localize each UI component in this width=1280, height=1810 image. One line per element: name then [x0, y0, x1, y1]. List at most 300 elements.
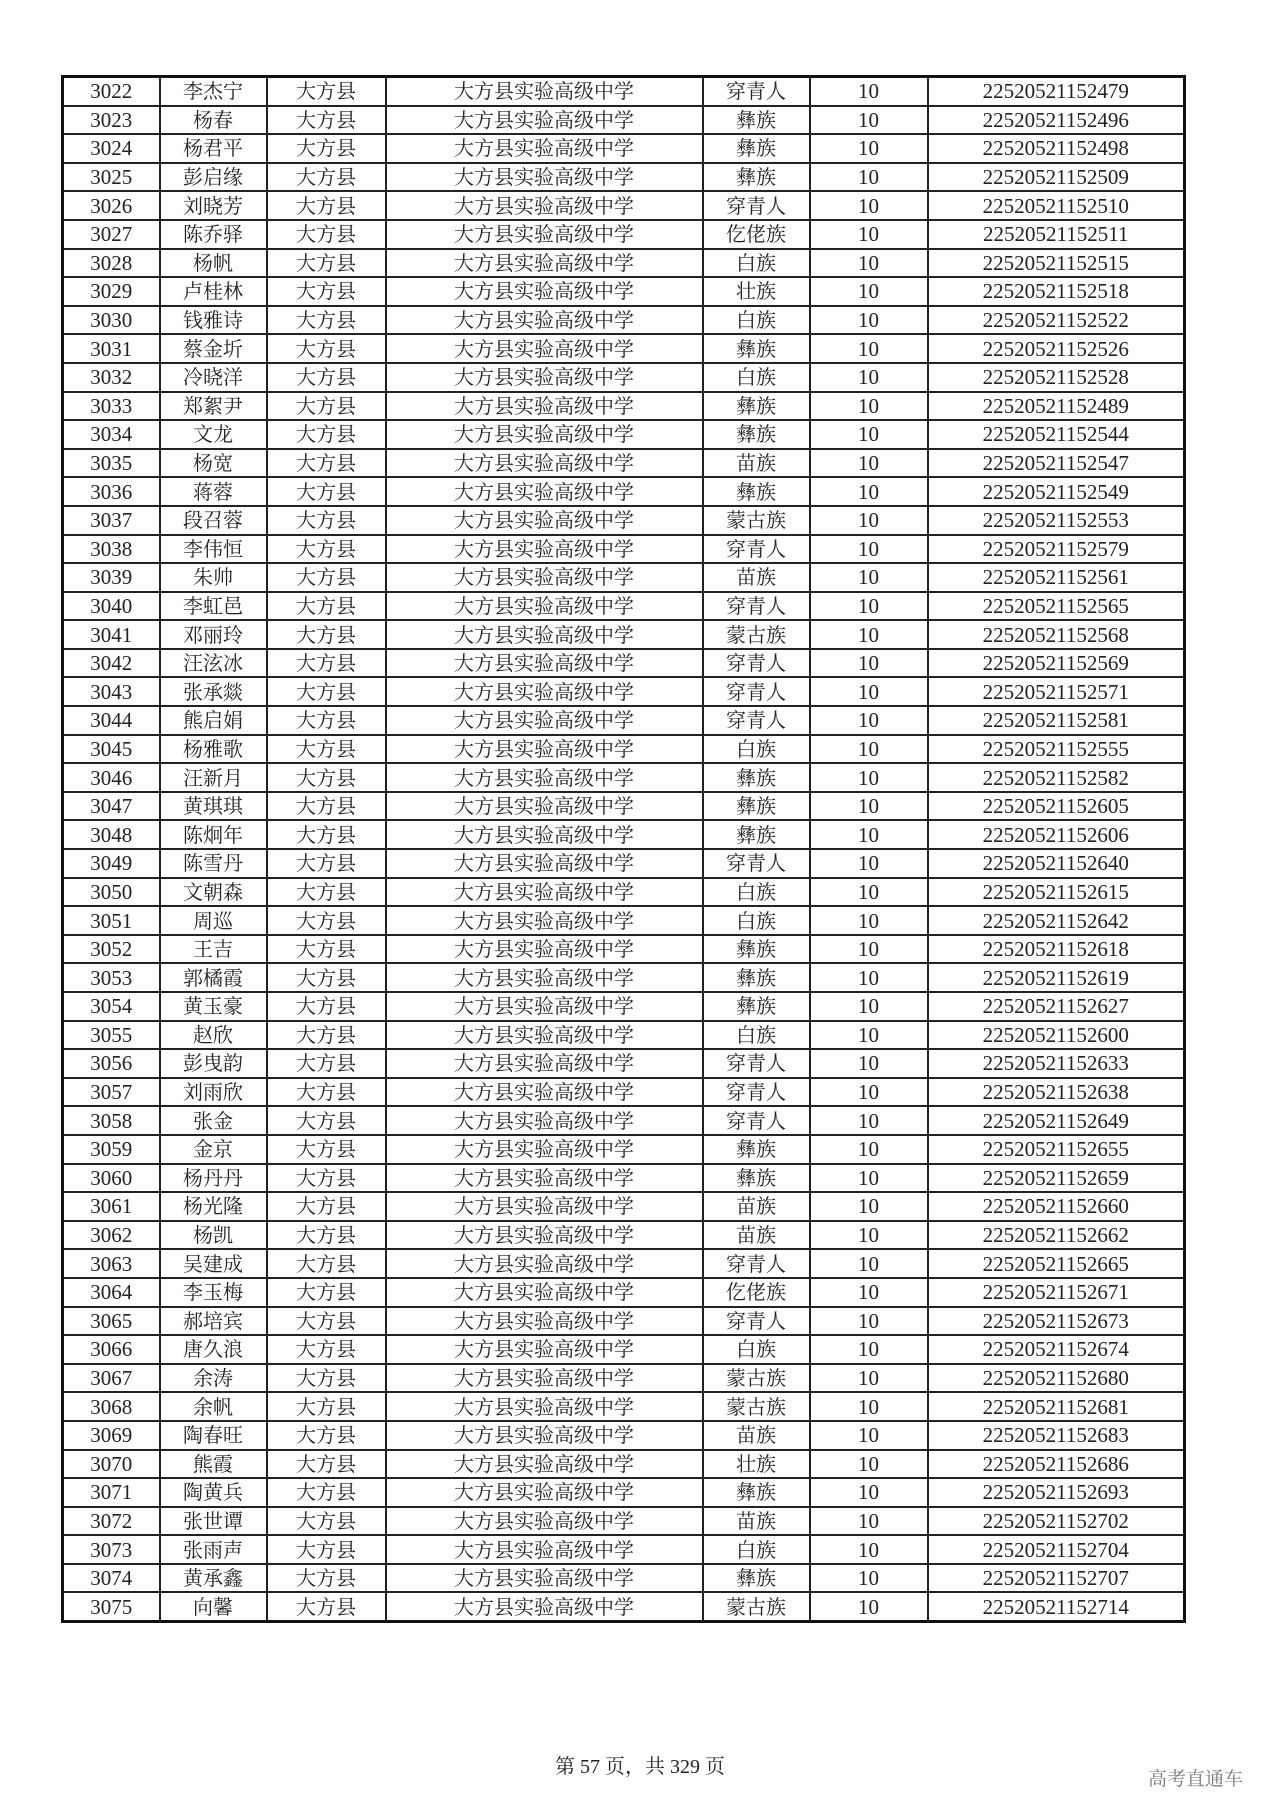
student-name-cell: 杨凯 [160, 1221, 267, 1250]
table-row [63, 1507, 1185, 1536]
score-cell: 10 [810, 1192, 928, 1221]
table-row [63, 820, 1185, 849]
school-cell: 大方县实验高级中学 [386, 592, 703, 621]
score-cell: 10 [810, 191, 928, 220]
student-name-cell: 李虹邑 [160, 592, 267, 621]
exam-id-cell: 22520521152707 [928, 1564, 1185, 1593]
seq-no-cell: 3038 [63, 535, 160, 564]
score-cell: 10 [810, 1021, 928, 1050]
table-row [63, 134, 1185, 163]
county-cell: 大方县 [267, 592, 386, 621]
school-cell: 大方县实验高级中学 [386, 1106, 703, 1135]
county-cell: 大方县 [267, 1507, 386, 1536]
exam-id-cell: 22520521152582 [928, 763, 1185, 792]
exam-id-cell: 22520521152605 [928, 792, 1185, 821]
student-name-cell: 金京 [160, 1135, 267, 1164]
score-cell: 10 [810, 449, 928, 478]
school-cell: 大方县实验高级中学 [386, 1249, 703, 1278]
table-row [63, 1106, 1185, 1135]
student-name-cell: 蒋蓉 [160, 477, 267, 506]
score-cell: 10 [810, 1135, 928, 1164]
student-name-cell: 文朝森 [160, 878, 267, 907]
ethnicity-cell: 彝族 [703, 1478, 810, 1507]
score-cell: 10 [810, 649, 928, 678]
school-cell: 大方县实验高级中学 [386, 106, 703, 135]
student-name-cell: 邓丽玲 [160, 620, 267, 649]
table-row [63, 1335, 1185, 1364]
table-row [63, 1392, 1185, 1421]
school-cell: 大方县实验高级中学 [386, 1421, 703, 1450]
score-cell: 10 [810, 1392, 928, 1421]
county-cell: 大方县 [267, 1478, 386, 1507]
school-cell: 大方县实验高级中学 [386, 449, 703, 478]
student-name-cell: 杨宽 [160, 449, 267, 478]
county-cell: 大方县 [267, 477, 386, 506]
score-cell: 10 [810, 334, 928, 363]
score-cell: 10 [810, 992, 928, 1021]
score-cell: 10 [810, 1278, 928, 1307]
score-cell: 10 [810, 306, 928, 335]
table-row [63, 992, 1185, 1021]
school-cell: 大方县实验高级中学 [386, 1164, 703, 1193]
exam-id-cell: 22520521152633 [928, 1049, 1185, 1078]
score-cell: 10 [810, 1421, 928, 1450]
school-cell: 大方县实验高级中学 [386, 677, 703, 706]
county-cell: 大方县 [267, 420, 386, 449]
student-name-cell: 杨丹丹 [160, 1164, 267, 1193]
seq-no-cell: 3033 [63, 392, 160, 421]
score-cell: 10 [810, 1450, 928, 1479]
school-cell: 大方县实验高级中学 [386, 249, 703, 278]
school-cell: 大方县实验高级中学 [386, 649, 703, 678]
table-row [63, 1164, 1185, 1193]
table-row [63, 306, 1185, 335]
score-cell: 10 [810, 163, 928, 192]
student-name-cell: 钱雅诗 [160, 306, 267, 335]
exam-id-cell: 22520521152515 [928, 249, 1185, 278]
table-row [63, 1135, 1185, 1164]
seq-no-cell: 3075 [63, 1592, 160, 1621]
table-row [63, 677, 1185, 706]
seq-no-cell: 3061 [63, 1192, 160, 1221]
school-cell: 大方县实验高级中学 [386, 306, 703, 335]
school-cell: 大方县实验高级中学 [386, 1278, 703, 1307]
score-cell: 10 [810, 477, 928, 506]
score-cell: 10 [810, 849, 928, 878]
school-cell: 大方县实验高级中学 [386, 763, 703, 792]
county-cell: 大方县 [267, 306, 386, 335]
exam-id-cell: 22520521152510 [928, 191, 1185, 220]
score-cell: 10 [810, 677, 928, 706]
ethnicity-cell: 穿青人 [703, 1106, 810, 1135]
score-cell: 10 [810, 706, 928, 735]
student-name-cell: 张金 [160, 1106, 267, 1135]
school-cell: 大方县实验高级中学 [386, 506, 703, 535]
seq-no-cell: 3044 [63, 706, 160, 735]
county-cell: 大方县 [267, 506, 386, 535]
county-cell: 大方县 [267, 1592, 386, 1621]
exam-id-cell: 22520521152479 [928, 77, 1185, 106]
seq-no-cell: 3055 [63, 1021, 160, 1050]
page-number: 第 57 页，共 329 页 [555, 1756, 725, 1778]
seq-no-cell: 3029 [63, 277, 160, 306]
exam-id-cell: 22520521152662 [928, 1221, 1185, 1250]
score-cell: 10 [810, 878, 928, 907]
school-cell: 大方县实验高级中学 [386, 535, 703, 564]
school-cell: 大方县实验高级中学 [386, 935, 703, 964]
seq-no-cell: 3027 [63, 220, 160, 249]
ethnicity-cell: 蒙古族 [703, 1392, 810, 1421]
student-name-cell: 郭橘霞 [160, 963, 267, 992]
student-name-cell: 汪泫冰 [160, 649, 267, 678]
table-row [63, 535, 1185, 564]
ethnicity-cell: 彝族 [703, 792, 810, 821]
county-cell: 大方县 [267, 849, 386, 878]
table-row [63, 1192, 1185, 1221]
score-cell: 10 [810, 1049, 928, 1078]
seq-no-cell: 3071 [63, 1478, 160, 1507]
seq-no-cell: 3022 [63, 77, 160, 106]
score-cell: 10 [810, 106, 928, 135]
school-cell: 大方县实验高级中学 [386, 1021, 703, 1050]
seq-no-cell: 3062 [63, 1221, 160, 1250]
table-row [63, 620, 1185, 649]
county-cell: 大方县 [267, 1021, 386, 1050]
seq-no-cell: 3050 [63, 878, 160, 907]
county-cell: 大方县 [267, 649, 386, 678]
exam-id-cell: 22520521152638 [928, 1078, 1185, 1107]
seq-no-cell: 3031 [63, 334, 160, 363]
seq-no-cell: 3049 [63, 849, 160, 878]
student-name-cell: 余涛 [160, 1364, 267, 1393]
county-cell: 大方县 [267, 163, 386, 192]
student-name-cell: 周巡 [160, 906, 267, 935]
exam-id-cell: 22520521152627 [928, 992, 1185, 1021]
exam-id-cell: 22520521152568 [928, 620, 1185, 649]
school-cell: 大方县实验高级中学 [386, 477, 703, 506]
table-row [63, 1278, 1185, 1307]
exam-id-cell: 22520521152600 [928, 1021, 1185, 1050]
student-name-cell: 唐久浪 [160, 1335, 267, 1364]
ethnicity-cell: 蒙古族 [703, 1592, 810, 1621]
score-cell: 10 [810, 220, 928, 249]
ethnicity-cell: 壮族 [703, 277, 810, 306]
table-row [63, 77, 1185, 106]
county-cell: 大方县 [267, 1049, 386, 1078]
table-row [63, 792, 1185, 821]
student-name-cell: 张承燚 [160, 677, 267, 706]
student-name-cell: 卢桂林 [160, 277, 267, 306]
score-cell: 10 [810, 592, 928, 621]
exam-id-cell: 22520521152686 [928, 1450, 1185, 1479]
county-cell: 大方县 [267, 992, 386, 1021]
ethnicity-cell: 彝族 [703, 163, 810, 192]
ethnicity-cell: 彝族 [703, 134, 810, 163]
ethnicity-cell: 穿青人 [703, 592, 810, 621]
ethnicity-cell: 穿青人 [703, 77, 810, 106]
student-name-cell: 杨春 [160, 106, 267, 135]
exam-id-cell: 22520521152561 [928, 563, 1185, 592]
county-cell: 大方县 [267, 1364, 386, 1393]
ethnicity-cell: 苗族 [703, 449, 810, 478]
student-name-cell: 彭曳韵 [160, 1049, 267, 1078]
school-cell: 大方县实验高级中学 [386, 1564, 703, 1593]
ethnicity-cell: 穿青人 [703, 191, 810, 220]
county-cell: 大方县 [267, 1564, 386, 1593]
exam-id-cell: 22520521152528 [928, 363, 1185, 392]
student-name-cell: 冷晓洋 [160, 363, 267, 392]
county-cell: 大方县 [267, 677, 386, 706]
exam-id-cell: 22520521152547 [928, 449, 1185, 478]
county-cell: 大方县 [267, 535, 386, 564]
exam-id-cell: 22520521152671 [928, 1278, 1185, 1307]
table-row [63, 506, 1185, 535]
school-cell: 大方县实验高级中学 [386, 992, 703, 1021]
ethnicity-cell: 穿青人 [703, 1307, 810, 1336]
table-row [63, 1249, 1185, 1278]
score-cell: 10 [810, 134, 928, 163]
school-cell: 大方县实验高级中学 [386, 77, 703, 106]
exam-id-cell: 22520521152655 [928, 1135, 1185, 1164]
student-name-cell: 彭启缘 [160, 163, 267, 192]
table-row [63, 1221, 1185, 1250]
ethnicity-cell: 彝族 [703, 334, 810, 363]
table-row [63, 449, 1185, 478]
student-name-cell: 张世谭 [160, 1507, 267, 1536]
student-name-cell: 熊启娟 [160, 706, 267, 735]
county-cell: 大方县 [267, 363, 386, 392]
school-cell: 大方县实验高级中学 [386, 1335, 703, 1364]
county-cell: 大方县 [267, 963, 386, 992]
seq-no-cell: 3025 [63, 163, 160, 192]
table-row [63, 1535, 1185, 1564]
exam-id-cell: 22520521152509 [928, 163, 1185, 192]
exam-id-cell: 22520521152659 [928, 1164, 1185, 1193]
student-name-cell: 吴建成 [160, 1249, 267, 1278]
county-cell: 大方县 [267, 334, 386, 363]
school-cell: 大方县实验高级中学 [386, 1192, 703, 1221]
school-cell: 大方县实验高级中学 [386, 363, 703, 392]
score-cell: 10 [810, 563, 928, 592]
table-row [63, 163, 1185, 192]
exam-id-cell: 22520521152618 [928, 935, 1185, 964]
exam-id-cell: 22520521152693 [928, 1478, 1185, 1507]
score-cell: 10 [810, 363, 928, 392]
student-name-cell: 熊霞 [160, 1450, 267, 1479]
student-name-cell: 郝培宾 [160, 1307, 267, 1336]
ethnicity-cell: 穿青人 [703, 677, 810, 706]
score-cell: 10 [810, 249, 928, 278]
seq-no-cell: 3053 [63, 963, 160, 992]
student-name-cell: 李杰宁 [160, 77, 267, 106]
county-cell: 大方县 [267, 1307, 386, 1336]
student-name-cell: 王吉 [160, 935, 267, 964]
ethnicity-cell: 蒙古族 [703, 1364, 810, 1393]
school-cell: 大方县实验高级中学 [386, 906, 703, 935]
student-name-cell: 刘晓芳 [160, 191, 267, 220]
school-cell: 大方县实验高级中学 [386, 1307, 703, 1336]
table-row [63, 906, 1185, 935]
table-row [63, 1564, 1185, 1593]
ethnicity-cell: 彝族 [703, 935, 810, 964]
exam-id-cell: 22520521152518 [928, 277, 1185, 306]
exam-id-cell: 22520521152714 [928, 1592, 1185, 1621]
exam-id-cell: 22520521152665 [928, 1249, 1185, 1278]
county-cell: 大方县 [267, 134, 386, 163]
school-cell: 大方县实验高级中学 [386, 1221, 703, 1250]
county-cell: 大方县 [267, 392, 386, 421]
county-cell: 大方县 [267, 820, 386, 849]
seq-no-cell: 3043 [63, 677, 160, 706]
table-row [63, 935, 1185, 964]
county-cell: 大方县 [267, 1221, 386, 1250]
score-cell: 10 [810, 77, 928, 106]
school-cell: 大方县实验高级中学 [386, 620, 703, 649]
score-cell: 10 [810, 763, 928, 792]
seq-no-cell: 3059 [63, 1135, 160, 1164]
school-cell: 大方县实验高级中学 [386, 334, 703, 363]
score-cell: 10 [810, 792, 928, 821]
score-cell: 10 [810, 506, 928, 535]
school-cell: 大方县实验高级中学 [386, 1078, 703, 1107]
seq-no-cell: 3047 [63, 792, 160, 821]
table-row [63, 220, 1185, 249]
county-cell: 大方县 [267, 935, 386, 964]
student-name-cell: 余帆 [160, 1392, 267, 1421]
county-cell: 大方县 [267, 1078, 386, 1107]
student-name-cell: 张雨声 [160, 1535, 267, 1564]
seq-no-cell: 3065 [63, 1307, 160, 1336]
table-row [63, 735, 1185, 764]
ethnicity-cell: 穿青人 [703, 1078, 810, 1107]
seq-no-cell: 3048 [63, 820, 160, 849]
table-row [63, 191, 1185, 220]
seq-no-cell: 3067 [63, 1364, 160, 1393]
student-name-cell: 黄玉豪 [160, 992, 267, 1021]
table-row [63, 363, 1185, 392]
school-cell: 大方县实验高级中学 [386, 735, 703, 764]
exam-id-cell: 22520521152615 [928, 878, 1185, 907]
ethnicity-cell: 白族 [703, 363, 810, 392]
table-row [63, 592, 1185, 621]
exam-id-cell: 22520521152565 [928, 592, 1185, 621]
table-row [63, 1450, 1185, 1479]
ethnicity-cell: 苗族 [703, 1221, 810, 1250]
table-row [63, 1078, 1185, 1107]
ethnicity-cell: 白族 [703, 306, 810, 335]
seq-no-cell: 3035 [63, 449, 160, 478]
exam-id-cell: 22520521152642 [928, 906, 1185, 935]
seq-no-cell: 3034 [63, 420, 160, 449]
student-name-cell: 陈雪丹 [160, 849, 267, 878]
student-name-cell: 李伟恒 [160, 535, 267, 564]
seq-no-cell: 3073 [63, 1535, 160, 1564]
seq-no-cell: 3023 [63, 106, 160, 135]
seq-no-cell: 3039 [63, 563, 160, 592]
county-cell: 大方县 [267, 106, 386, 135]
exam-id-cell: 22520521152581 [928, 706, 1185, 735]
score-cell: 10 [810, 1335, 928, 1364]
student-name-cell: 黄琪琪 [160, 792, 267, 821]
student-name-cell: 杨帆 [160, 249, 267, 278]
ethnicity-cell: 穿青人 [703, 535, 810, 564]
seq-no-cell: 3074 [63, 1564, 160, 1593]
county-cell: 大方县 [267, 77, 386, 106]
county-cell: 大方县 [267, 620, 386, 649]
ethnicity-cell: 苗族 [703, 1507, 810, 1536]
school-cell: 大方县实验高级中学 [386, 1592, 703, 1621]
seq-no-cell: 3056 [63, 1049, 160, 1078]
school-cell: 大方县实验高级中学 [386, 277, 703, 306]
ethnicity-cell: 白族 [703, 878, 810, 907]
school-cell: 大方县实验高级中学 [386, 163, 703, 192]
ethnicity-cell: 彝族 [703, 1135, 810, 1164]
exam-id-cell: 22520521152498 [928, 134, 1185, 163]
seq-no-cell: 3026 [63, 191, 160, 220]
table-row [63, 277, 1185, 306]
county-cell: 大方县 [267, 1135, 386, 1164]
seq-no-cell: 3060 [63, 1164, 160, 1193]
student-name-cell: 向馨 [160, 1592, 267, 1621]
seq-no-cell: 3064 [63, 1278, 160, 1307]
ethnicity-cell: 白族 [703, 249, 810, 278]
county-cell: 大方县 [267, 277, 386, 306]
ethnicity-cell: 彝族 [703, 1164, 810, 1193]
ethnicity-cell: 彝族 [703, 106, 810, 135]
exam-id-cell: 22520521152619 [928, 963, 1185, 992]
ethnicity-cell: 仡佬族 [703, 220, 810, 249]
exam-id-cell: 22520521152579 [928, 535, 1185, 564]
watermark: 高考直通车 [1148, 1768, 1244, 1790]
student-name-cell: 朱帅 [160, 563, 267, 592]
school-cell: 大方县实验高级中学 [386, 1364, 703, 1393]
exam-id-cell: 22520521152674 [928, 1335, 1185, 1364]
ethnicity-cell: 白族 [703, 1021, 810, 1050]
student-name-cell: 杨君平 [160, 134, 267, 163]
score-cell: 10 [810, 906, 928, 935]
score-cell: 10 [810, 1364, 928, 1393]
table-row [63, 334, 1185, 363]
score-cell: 10 [810, 1592, 928, 1621]
county-cell: 大方县 [267, 1192, 386, 1221]
ethnicity-cell: 白族 [703, 735, 810, 764]
exam-id-cell: 22520521152522 [928, 306, 1185, 335]
table-row [63, 849, 1185, 878]
table-row [63, 392, 1185, 421]
school-cell: 大方县实验高级中学 [386, 820, 703, 849]
ethnicity-cell: 穿青人 [703, 1249, 810, 1278]
table-row [63, 1592, 1185, 1621]
score-cell: 10 [810, 1478, 928, 1507]
score-cell: 10 [810, 277, 928, 306]
seq-no-cell: 3068 [63, 1392, 160, 1421]
exam-id-cell: 22520521152571 [928, 677, 1185, 706]
ethnicity-cell: 彝族 [703, 992, 810, 1021]
school-cell: 大方县实验高级中学 [386, 792, 703, 821]
seq-no-cell: 3042 [63, 649, 160, 678]
county-cell: 大方县 [267, 1421, 386, 1450]
seq-no-cell: 3069 [63, 1421, 160, 1450]
table-row [63, 249, 1185, 278]
score-cell: 10 [810, 1507, 928, 1536]
score-cell: 10 [810, 420, 928, 449]
score-cell: 10 [810, 820, 928, 849]
exam-id-cell: 22520521152649 [928, 1106, 1185, 1135]
seq-no-cell: 3045 [63, 735, 160, 764]
ethnicity-cell: 苗族 [703, 563, 810, 592]
seq-no-cell: 3054 [63, 992, 160, 1021]
score-cell: 10 [810, 1307, 928, 1336]
